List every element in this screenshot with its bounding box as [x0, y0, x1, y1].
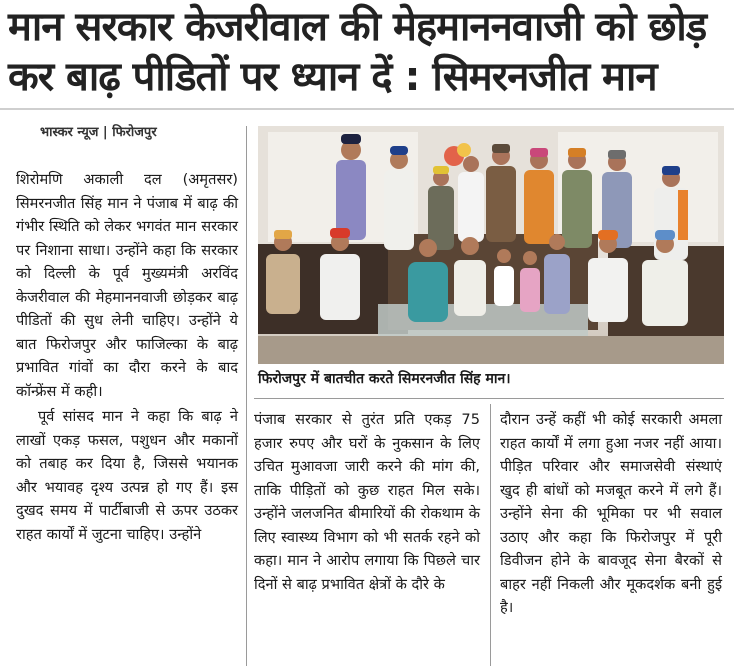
article-column-1 — [16, 168, 238, 546]
headline-line-1: मान सरकार केजरीवाल की मेहमाननवाजी को छोड़ — [8, 4, 707, 50]
article-paragraph: पूर्व सांसद मान ने कहा कि बाढ़ ने लाखों एकड़ फसल, पशुधन और मकानों को तबाह कर दिया है, जिससे भयानक और भयावह दृश्य उत्पन्न हो गए हैं। इस दुखद समय में पार्टीबाजी से ऊपर उठकर राहत कार्यों में जुटना चाहिए। उन्होंने — [16, 408, 238, 543]
article-column-2 — [254, 408, 480, 596]
caption-divider — [254, 398, 724, 399]
dateline: भास्कर न्यूज | फिरोजपुर — [40, 125, 157, 140]
column-divider — [490, 404, 491, 666]
headline — [8, 2, 728, 102]
news-photo — [258, 126, 724, 364]
article-paragraph: शिरोमणि अकाली दल (अमृतसर) सिमरनजीत सिंह मान ने पंजाब में बाढ़ की गंभीर स्थिति को लेकर भगवंत मान सरकार पर निशाना साधा। उन्होंने कहा कि सरकार को दिल्ली के पूर्व मुख्यमंत्री अरविंद केजरीवाल की मेहमाननवाजी छोड़कर बाढ़ पीडितों की सुध लेनी चाहिए। उन्होंने ये बात फिरोजपुर और फाजिल्का के बाढ़ प्रभावित गांवों का दौरा करने के बाद कॉन्फ्रेंस में कही। — [16, 171, 238, 400]
headline-line-2: कर बाढ़ पीडितों पर ध्यान दें : सिमरनजीत मान — [8, 54, 657, 100]
group-photo-illustration — [258, 126, 724, 364]
column-divider — [246, 126, 247, 666]
article-paragraph: पंजाब सरकार से तुरंत प्रति एकड़ 75 हजार रुपए और घरों के नुकसान के लिए उचित मुआवजा जारी करने की मांग की, ताकि पीड़ितों को कुछ राहत मिल सके। उन्होंने जलजनित बीमारियों की रोकथाम के लिए स्वास्थ्य विभाग को भी सतर्क रहने को कहा। मान ने आरोप लगाया कि पिछले चार दिनों से बाढ़ प्रभावित क्षेत्रों के दौरे के — [254, 411, 480, 593]
article-column-3 — [500, 408, 722, 620]
article-paragraph: दौरान उन्हें कहीं भी कोई सरकारी अमला राहत कार्यों में लगा हुआ नजर नहीं आया। पीड़ित परिवार और समाजसेवी संस्थाएं खुद ही बांधों को मजबूत करने में लगे हैं। उन्होंने सेना की भूमिका पर भी सवाल उठाए और कहा कि फिरोजपुर में पूरी डिवीजन होने के बावजूद सेना बैरकों से बाहर नहीं निकली और मूकदर्शक बनी हुई है। — [500, 411, 722, 616]
photo-caption: फिरोजपुर में बातचीत करते सिमरनजीत सिंह मान। — [258, 371, 511, 387]
headline-divider — [0, 108, 734, 110]
